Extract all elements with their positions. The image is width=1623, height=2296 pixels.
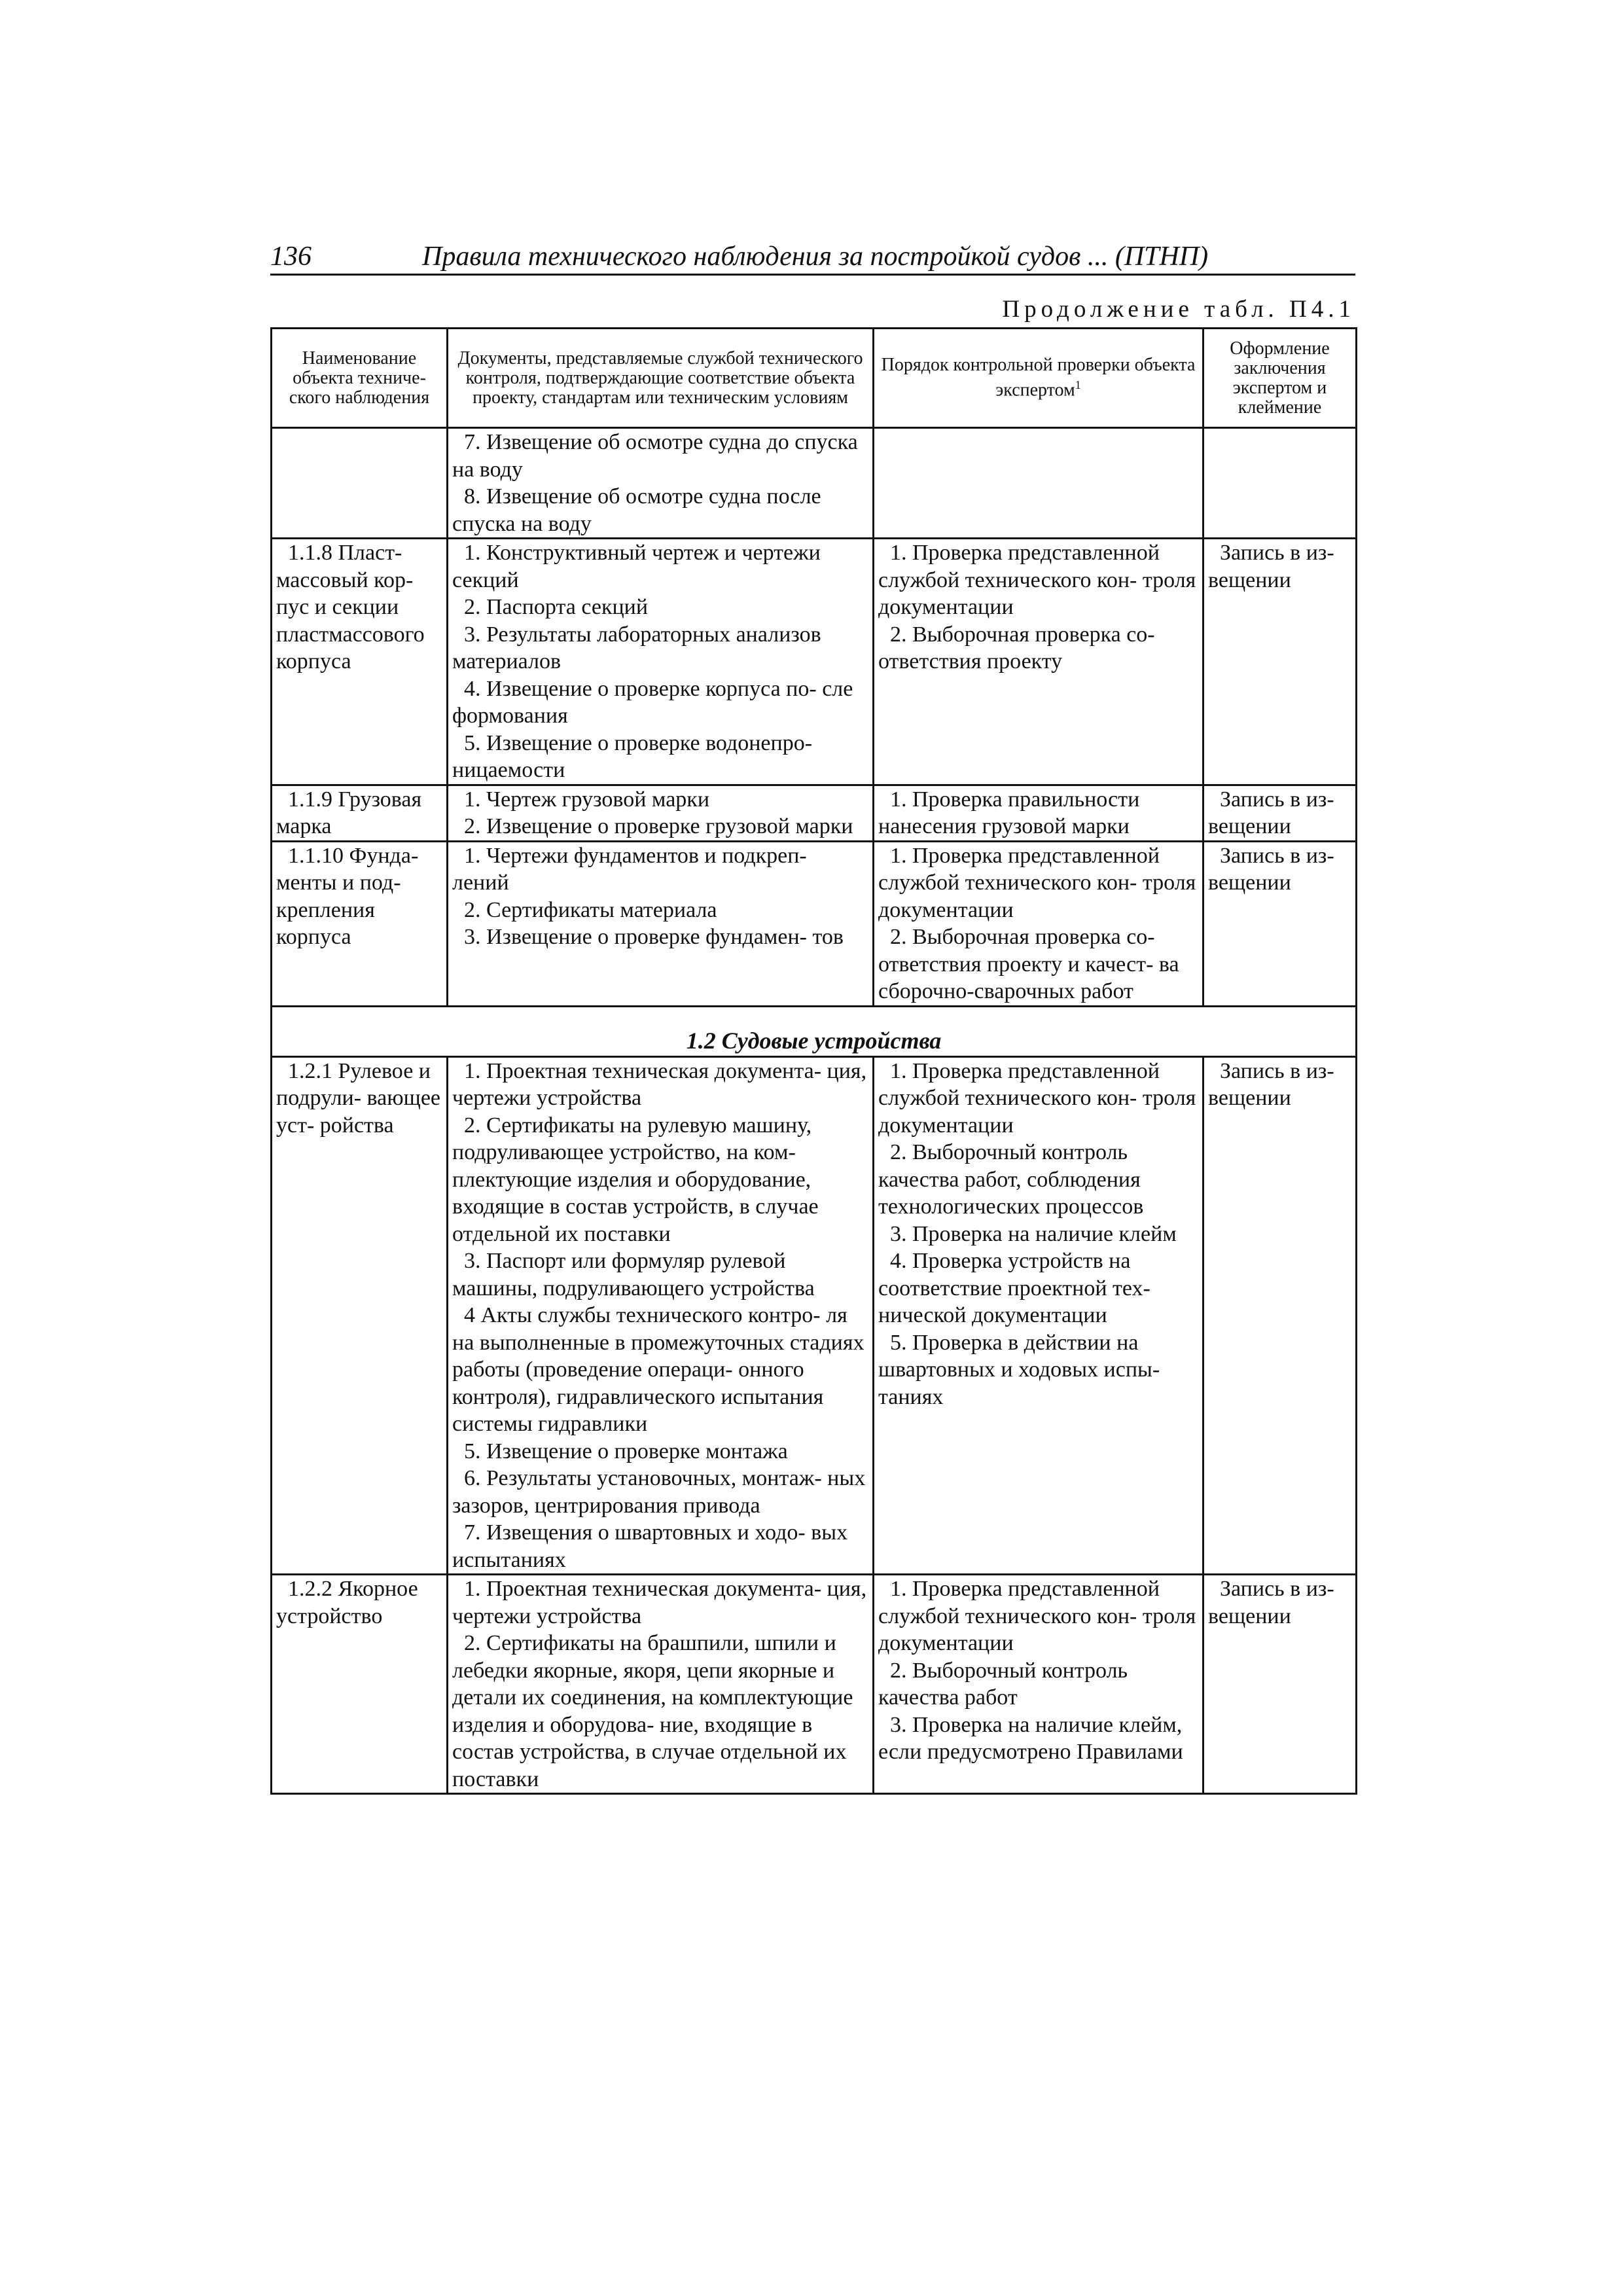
cell-conclusion xyxy=(1204,841,1357,1006)
cell-documents-item: 2. Сертификаты на рулевую машину, подруливающее устройство, на ком- плектующие изделия и оборудование, входящие в состав устройств, в случае отдельной их поставки xyxy=(452,1113,819,1246)
cell-documents-item: 2. Паспорта секций xyxy=(464,595,649,619)
cell-checks-item: 1. Проверка представленной службой технического кон- троля документации xyxy=(878,1577,1196,1655)
cell-documents xyxy=(448,539,874,785)
cell-documents-item: 7. Извещение об осмотре судна до спуска на воду xyxy=(452,430,858,482)
spacer-cell xyxy=(272,1006,1357,1019)
cell-conclusion xyxy=(1204,539,1357,785)
cell-object-text: 1.1.8 Пласт- массовый кор- пус и секции пластмассового корпуса xyxy=(276,541,425,673)
cell-object xyxy=(272,785,448,841)
spacer-row xyxy=(272,1006,1357,1019)
cell-conclusion-text: Запись в из- вещении xyxy=(1208,843,1334,895)
cell-object-text: 1.2.1 Рулевое и подрули- вающее уст- ройства xyxy=(276,1058,441,1138)
cell-conclusion xyxy=(1204,1056,1357,1575)
cell-documents-item: 4 Акты службы технического контро- ля на выполненные в промежуточных стадиях работы (проведение операци- онного контроля), гидравлического испытания системы гидравлики xyxy=(452,1303,865,1436)
cell-checks-item: 1. Проверка представленной службой технического кон- троля документации xyxy=(878,1058,1196,1138)
cell-conclusion-text: Запись в из- вещении xyxy=(1208,1577,1334,1628)
cell-documents xyxy=(448,1575,874,1794)
cell-documents xyxy=(448,841,874,1006)
table-row xyxy=(272,1575,1357,1794)
cell-checks xyxy=(874,1575,1204,1794)
cell-checks xyxy=(874,428,1204,539)
cell-checks-item: 2. Выборочный контроль качества работ xyxy=(878,1658,1128,1710)
cell-checks xyxy=(874,539,1204,785)
table-row xyxy=(272,1056,1357,1575)
cell-checks-item: 3. Проверка на наличие клейм, если предусмотрено Правилами xyxy=(878,1712,1183,1764)
table-body xyxy=(272,428,1357,1794)
cell-documents-item: 3. Результаты лабораторных анализов материалов xyxy=(452,622,821,673)
cell-documents-item: 2. Сертификаты на брашпили, шпили и лебедки якорные, якоря, цепи якорные и детали их соединения, на комплектующие изделия и оборудова- ние, входящие в состав устройства, в случае отдельной их поставки xyxy=(452,1631,853,1791)
cell-conclusion-text: Запись в из- вещении xyxy=(1208,1058,1334,1110)
cell-documents xyxy=(448,428,874,539)
inspection-table xyxy=(270,327,1357,1795)
cell-documents-item: 4. Извещение о проверке корпуса по- сле формования xyxy=(452,676,853,728)
cell-checks-item: 2. Выборочная проверка со- ответствия проекту и качест- ва сборочно-сварочных работ xyxy=(878,925,1179,1003)
cell-conclusion xyxy=(1204,785,1357,841)
cell-documents-item: 1. Конструктивный чертеж и чертежи секций xyxy=(452,541,821,592)
table-row xyxy=(272,785,1357,841)
column-header-checks xyxy=(874,329,1204,428)
column-header-documents: Документы, представляемые службой технического контроля, подтверждающие соответствие объекта проекту, стандартам или техническим условиям xyxy=(448,329,874,428)
cell-checks-item: 2. Выборочная проверка со- ответствия проекту xyxy=(878,622,1155,673)
cell-checks-item: 5. Проверка в действии на швартовных и ходовых испы- таниях xyxy=(878,1330,1160,1409)
running-header xyxy=(270,240,1355,276)
column-header-conclusion: Оформление заключения экспертом и клеймение xyxy=(1204,329,1357,428)
cell-documents-item: 5. Извещение о проверке монтажа xyxy=(464,1439,788,1463)
cell-object-text: 1.1.10 Фунда- менты и под- крепления корпуса xyxy=(276,843,419,949)
cell-documents-item: 1. Проектная техническая документа- ция, чертежи устройства xyxy=(452,1058,867,1110)
cell-conclusion-text: Запись в из- вещении xyxy=(1208,787,1334,838)
page-number: 136 xyxy=(270,242,312,272)
cell-object-text: 1.1.9 Грузовая марка xyxy=(276,787,422,838)
cell-conclusion-text: Запись в из- вещении xyxy=(1208,541,1334,592)
cell-checks-item: 4. Проверка устройств на соответствие проектной тех- нической документации xyxy=(878,1249,1150,1327)
running-title: Правила технического наблюдения за постройкой судов ... (ПТНП) xyxy=(422,242,1209,272)
section-title: 1.2 Судовые устройства xyxy=(272,1019,1357,1057)
cell-documents-item: 7. Извещения о швартовных и ходо- вых испытаниях xyxy=(452,1520,848,1572)
cell-documents-item: 3. Извещение о проверке фундамен- тов xyxy=(464,925,844,949)
cell-documents-item: 8. Извещение об осмотре судна после спуска на воду xyxy=(452,484,821,536)
cell-documents-item: 1. Чертежи фундаментов и подкреп- лений xyxy=(452,843,807,895)
section-row xyxy=(272,1019,1357,1057)
table-row xyxy=(272,539,1357,785)
cell-documents xyxy=(448,1056,874,1575)
table-continuation-label: Продолжение табл. П4.1 xyxy=(1002,296,1355,323)
cell-documents-item: 1. Чертеж грузовой марки xyxy=(464,787,710,812)
cell-object-text: 1.2.2 Якорное устройство xyxy=(276,1577,418,1628)
cell-checks-item: 1. Проверка представленной службой технического кон- троля документации xyxy=(878,541,1196,619)
cell-object xyxy=(272,841,448,1006)
footnote-mark: 1 xyxy=(1075,378,1081,392)
cell-checks xyxy=(874,785,1204,841)
table-row xyxy=(272,428,1357,539)
column-header-object: Наименование объекта техниче- ского наблюдения xyxy=(272,329,448,428)
table-header-row xyxy=(272,329,1357,428)
cell-object xyxy=(272,539,448,785)
cell-checks xyxy=(874,841,1204,1006)
table-row xyxy=(272,841,1357,1006)
cell-checks-item: 1. Проверка правильности нанесения грузовой марки xyxy=(878,787,1140,838)
cell-documents-item: 1. Проектная техническая документа- ция, чертежи устройства xyxy=(452,1577,867,1628)
cell-checks-item: 1. Проверка представленной службой технического кон- троля документации xyxy=(878,843,1196,922)
cell-object xyxy=(272,428,448,539)
cell-object xyxy=(272,1575,448,1794)
column-header-checks-text: Порядок контрольной проверки объекта экспертом xyxy=(881,355,1196,401)
cell-checks-item: 2. Выборочный контроль качества работ, соблюдения технологических процессов xyxy=(878,1140,1144,1219)
cell-conclusion xyxy=(1204,428,1357,539)
cell-checks xyxy=(874,1056,1204,1575)
cell-documents-item: 6. Результаты установочных, монтаж- ных зазоров, центрирования привода xyxy=(452,1466,866,1518)
cell-documents-item: 2. Извещение о проверке грузовой марки xyxy=(464,814,853,838)
cell-documents xyxy=(448,785,874,841)
cell-documents-item: 2. Сертификаты материала xyxy=(464,897,717,922)
cell-documents-item: 5. Извещение о проверке водонепро- ницаемости xyxy=(452,730,813,782)
cell-checks-item: 3. Проверка на наличие клейм xyxy=(890,1221,1177,1246)
cell-object xyxy=(272,1056,448,1575)
cell-documents-item: 3. Паспорт или формуляр рулевой машины, подруливающего устройства xyxy=(452,1249,815,1300)
cell-conclusion xyxy=(1204,1575,1357,1794)
